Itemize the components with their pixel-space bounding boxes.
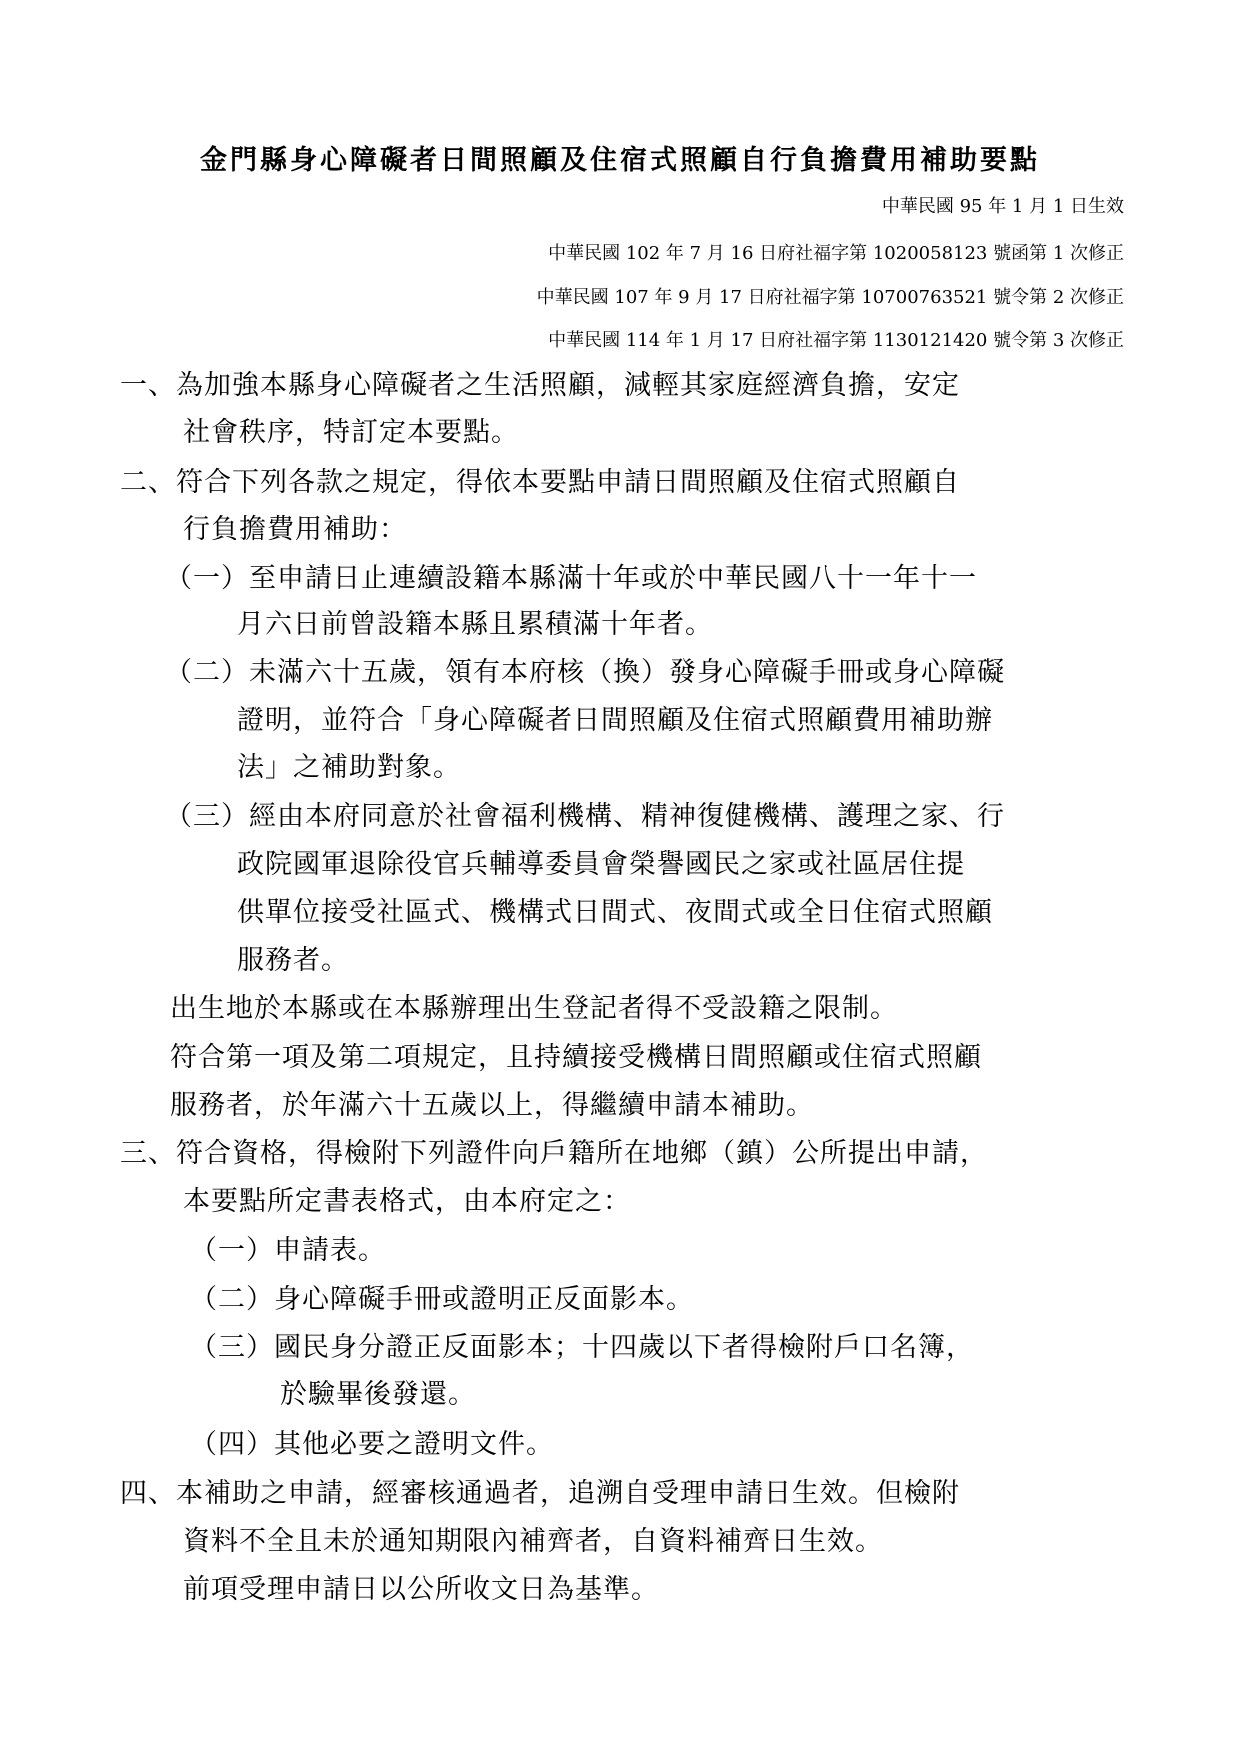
article-1-cont: 社會秩序，特訂定本要點。 <box>183 417 519 448</box>
article-4-para-2: 前項受理申請日以公所收文日為基準。 <box>183 1574 659 1605</box>
article-4-cont: 資料不全且未於通知期限內補齊者，自資料補齊日生效。 <box>183 1526 883 1557</box>
article-2-item-3-cont: 供單位接受社區式、機構式日間式、夜間式或全日住宿式照顧 <box>237 897 993 928</box>
article-3-item-4: （四）其他必要之證明文件。 <box>190 1429 554 1460</box>
article-2-item-1-cont: 月六日前曾設籍本縣且累積滿十年者。 <box>237 609 713 640</box>
article-2-cont: 行負擔費用補助： <box>183 514 407 545</box>
article-2-item-3: （三）經由本府同意於社會福利機構、精神復健機構、護理之家、行 <box>165 801 1005 832</box>
article-2-item-2-cont: 證明，並符合「身心障礙者日間照顧及住宿式照顧費用補助辦 <box>237 705 993 736</box>
article-2-para-3: 符合第一項及第二項規定，且持續接受機構日間照顧或住宿式照顧 <box>170 1042 982 1073</box>
article-2-para-3-cont: 服務者，於年滿六十五歲以上，得繼續申請本補助。 <box>170 1090 814 1121</box>
article-2-item-3-cont: 服務者。 <box>237 945 349 976</box>
article-3-item-3: （三）國民身分證正反面影本；十四歲以下者得檢附戶口名簿， <box>190 1332 974 1363</box>
article-2-item-1: （一）至申請日止連續設籍本縣滿十年或於中華民國八十一年十一 <box>165 563 977 594</box>
history-line: 中華民國 114 年 1 月 17 日府社福字第 1130121420 號令第 3 次修正 <box>548 330 1124 351</box>
history-line: 中華民國 102 年 7 月 16 日府社福字第 1020058123 號函第 1 次修正 <box>548 243 1124 264</box>
article-3-item-3-cont: 於驗畢後發還。 <box>280 1379 476 1410</box>
article-3-item-1: （一）申請表。 <box>190 1235 386 1266</box>
document-title: 金門縣身心障礙者日間照顧及住宿式照顧自行負擔費用補助要點 <box>200 145 1040 176</box>
article-2-para-2: 出生地於本縣或在本縣辦理出生登記者得不受設籍之限制。 <box>170 993 898 1024</box>
article-2-item-2: （二）未滿六十五歲，領有本府核（換）發身心障礙手冊或身心障礙 <box>165 657 1005 688</box>
history-line: 中華民國 95 年 1 月 1 日生效 <box>881 196 1124 217</box>
history-line: 中華民國 107 年 9 月 17 日府社福字第 10700763521 號令第 2 次修正 <box>536 287 1124 308</box>
article-3-cont: 本要點所定書表格式，由本府定之： <box>183 1186 631 1217</box>
article-4: 四、本補助之申請，經審核通過者，追溯自受理申請日生效。但檢附 <box>120 1478 960 1509</box>
article-2-item-3-cont: 政院國軍退除役官兵輔導委員會榮譽國民之家或社區居住提 <box>237 849 965 880</box>
article-3: 三、符合資格，得檢附下列證件向戶籍所在地鄉（鎮）公所提出申請， <box>120 1138 988 1169</box>
article-1: 一、為加強本縣身心障礙者之生活照顧，減輕其家庭經濟負擔，安定 <box>120 370 960 401</box>
article-2-item-2-cont: 法」之補助對象。 <box>237 752 461 783</box>
article-3-item-2: （二）身心障礙手冊或證明正反面影本。 <box>190 1284 694 1315</box>
article-2: 二、符合下列各款之規定，得依本要點申請日間照顧及住宿式照顧自 <box>120 467 960 498</box>
